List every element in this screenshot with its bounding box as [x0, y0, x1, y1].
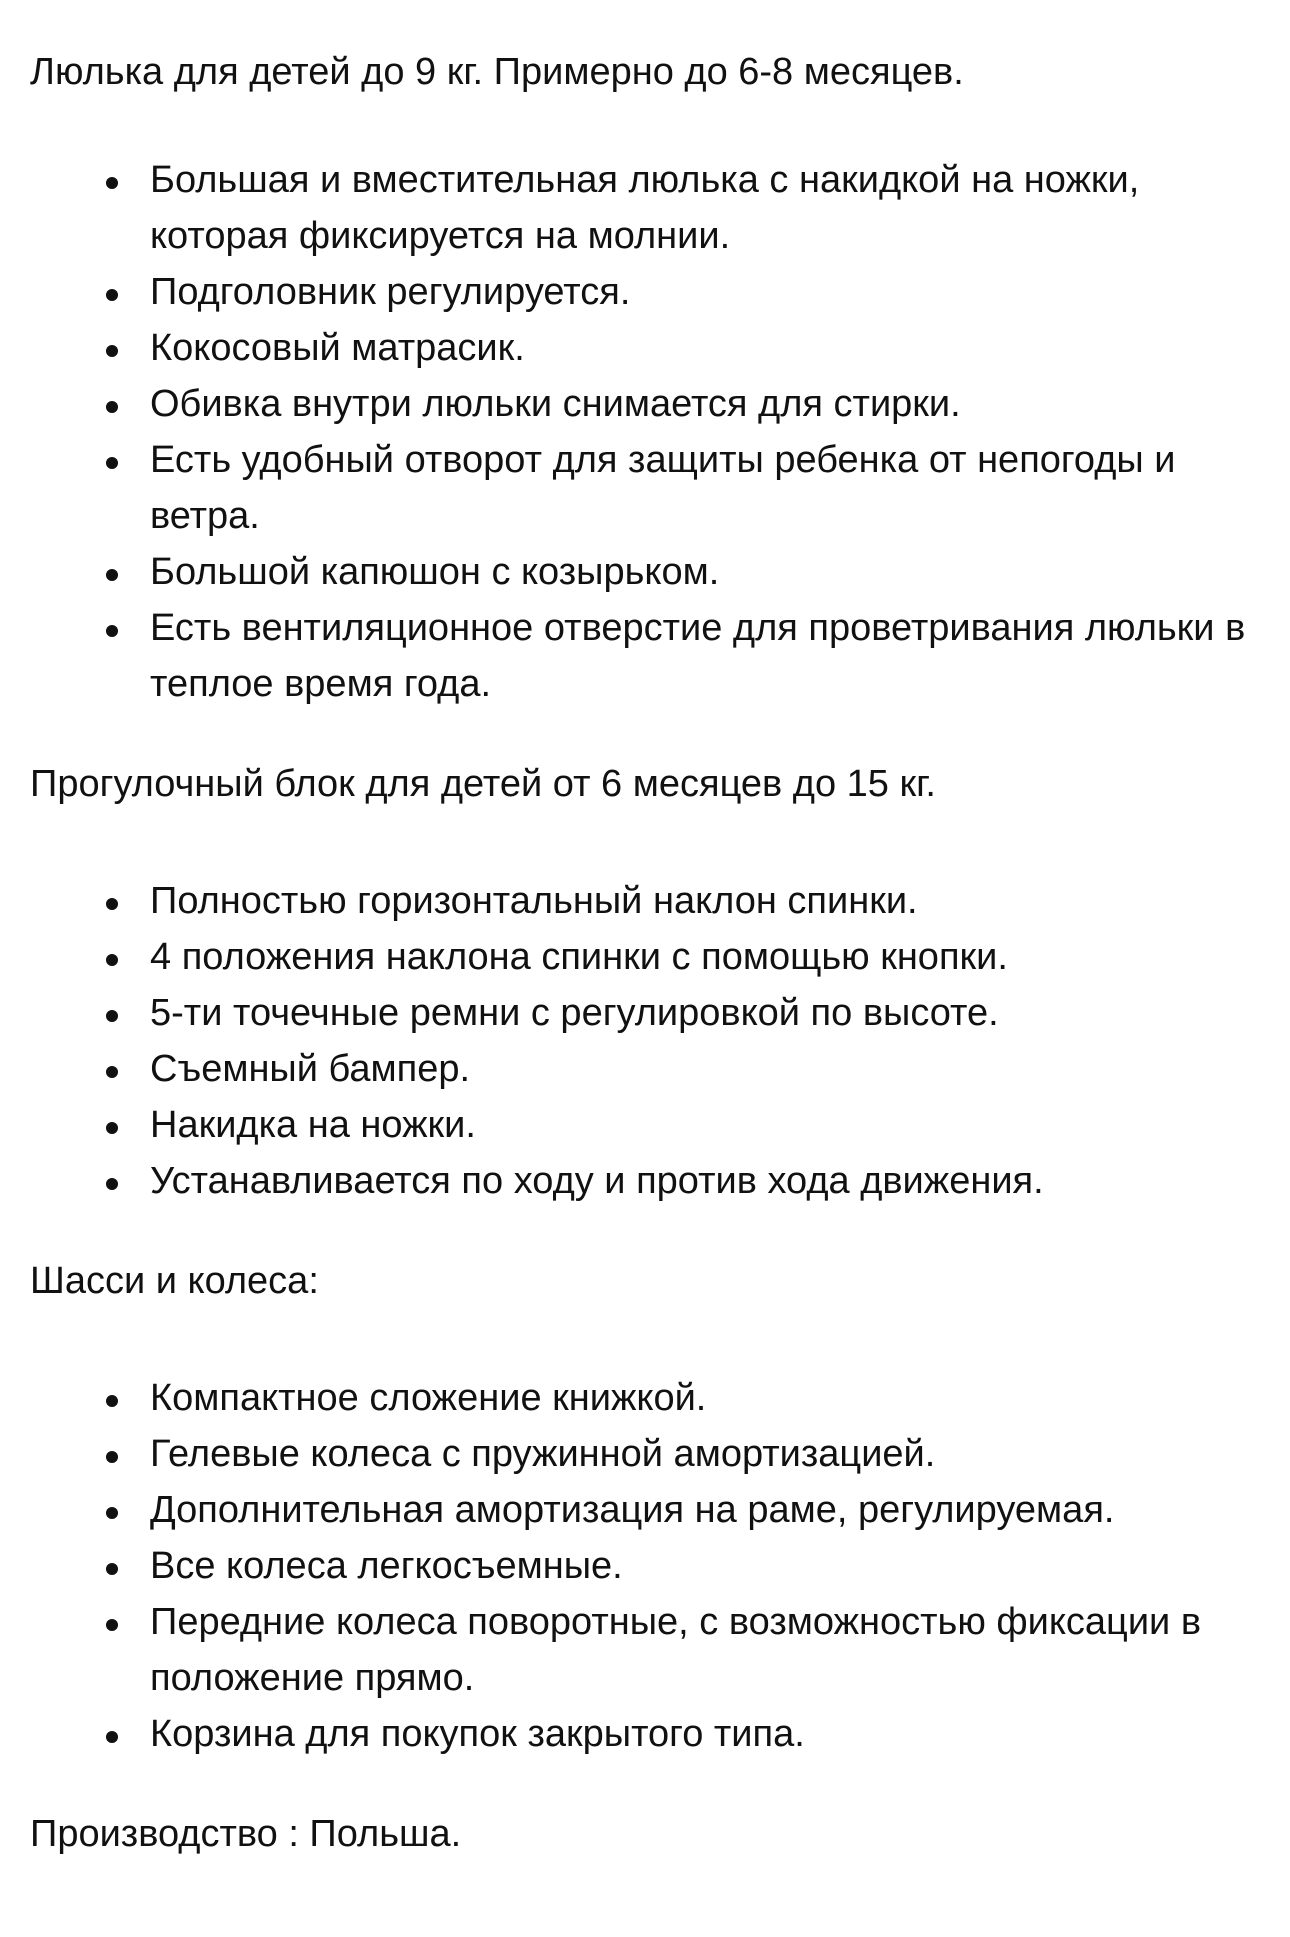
list-item-text: Дополнительная амортизация на раме, регулируемая. [150, 1489, 1115, 1531]
bullet-icon [106, 1178, 118, 1190]
bullet-icon [106, 401, 118, 413]
production-country: Производство : Польша. [30, 1813, 462, 1855]
list-item [30, 1706, 1280, 1762]
chassis-features-list [30, 1370, 1270, 1762]
list-item [30, 544, 1280, 600]
list-item [30, 1370, 1280, 1426]
bullet-icon [106, 1731, 118, 1743]
list-item [30, 264, 1280, 320]
list-item-text: Есть вентиляционное отверстие для проветривания люльки в теплое время года. [150, 607, 1246, 705]
bullet-icon [106, 1507, 118, 1519]
list-item-text: Обивка внутри люльки снимается для стирки. [150, 383, 961, 425]
list-item-text: Компактное сложение книжкой. [150, 1377, 707, 1419]
list-item [30, 1594, 1280, 1706]
bullet-icon [106, 1619, 118, 1631]
bullet-icon [106, 177, 118, 189]
bullet-icon [106, 898, 118, 910]
list-item-text: Подголовник регулируется. [150, 271, 631, 313]
list-item-text: Накидка на ножки. [150, 1104, 476, 1146]
bullet-icon [106, 1010, 118, 1022]
list-item-text: 4 положения наклона спинки с помощью кнопки. [150, 936, 1008, 978]
list-item [30, 320, 1280, 376]
bullet-icon [106, 625, 118, 637]
section-title-stroller-seat: Прогулочный блок для детей от 6 месяцев до 15 кг. [30, 763, 936, 805]
list-item [30, 1426, 1280, 1482]
list-item [30, 1482, 1280, 1538]
list-item [30, 1153, 1280, 1209]
list-item-text: Корзина для покупок закрытого типа. [150, 1713, 805, 1755]
bullet-icon [106, 1451, 118, 1463]
document [30, 44, 1270, 1862]
stroller-seat-features-list [30, 873, 1270, 1209]
list-item-text: Съемный бампер. [150, 1048, 471, 1090]
list-item [30, 929, 1280, 985]
list-item-text: Есть удобный отворот для защиты ребенка от непогоды и ветра. [150, 439, 1176, 537]
bullet-icon [106, 289, 118, 301]
section-title-bassinet: Люлька для детей до 9 кг. Примерно до 6-8 месяцев. [30, 51, 964, 93]
bullet-icon [106, 1122, 118, 1134]
list-item-text: 5-ти точечные ремни с регулировкой по высоте. [150, 992, 999, 1034]
list-item-text: Передние колеса поворотные, с возможностью фиксации в положение прямо. [150, 1601, 1202, 1699]
bullet-icon [106, 954, 118, 966]
list-item-text: Полностью горизонтальный наклон спинки. [150, 880, 918, 922]
bullet-icon [106, 1066, 118, 1078]
section-title-chassis: Шасси и колеса: [30, 1260, 319, 1302]
bullet-icon [106, 1395, 118, 1407]
list-item [30, 1538, 1280, 1594]
list-item [30, 432, 1280, 544]
list-item [30, 376, 1280, 432]
list-item [30, 985, 1280, 1041]
list-item-text: Устанавливается по ходу и против хода движения. [150, 1160, 1044, 1202]
list-item-text: Гелевые колеса с пружинной амортизацией. [150, 1433, 936, 1475]
bullet-icon [106, 457, 118, 469]
list-item-text: Кокосовый матрасик. [150, 327, 525, 369]
list-item-text: Все колеса легкосъемные. [150, 1545, 623, 1587]
list-item [30, 152, 1280, 264]
list-item [30, 873, 1280, 929]
bullet-icon [106, 569, 118, 581]
bassinet-features-list [30, 152, 1270, 712]
bullet-icon [106, 1563, 118, 1575]
list-item [30, 1097, 1280, 1153]
list-item-text: Большая и вместительная люлька с накидкой на ножки, которая фиксируется на молнии. [150, 159, 1140, 257]
list-item [30, 1041, 1280, 1097]
list-item-text: Большой капюшон с козырьком. [150, 551, 720, 593]
list-item [30, 600, 1280, 712]
bullet-icon [106, 345, 118, 357]
